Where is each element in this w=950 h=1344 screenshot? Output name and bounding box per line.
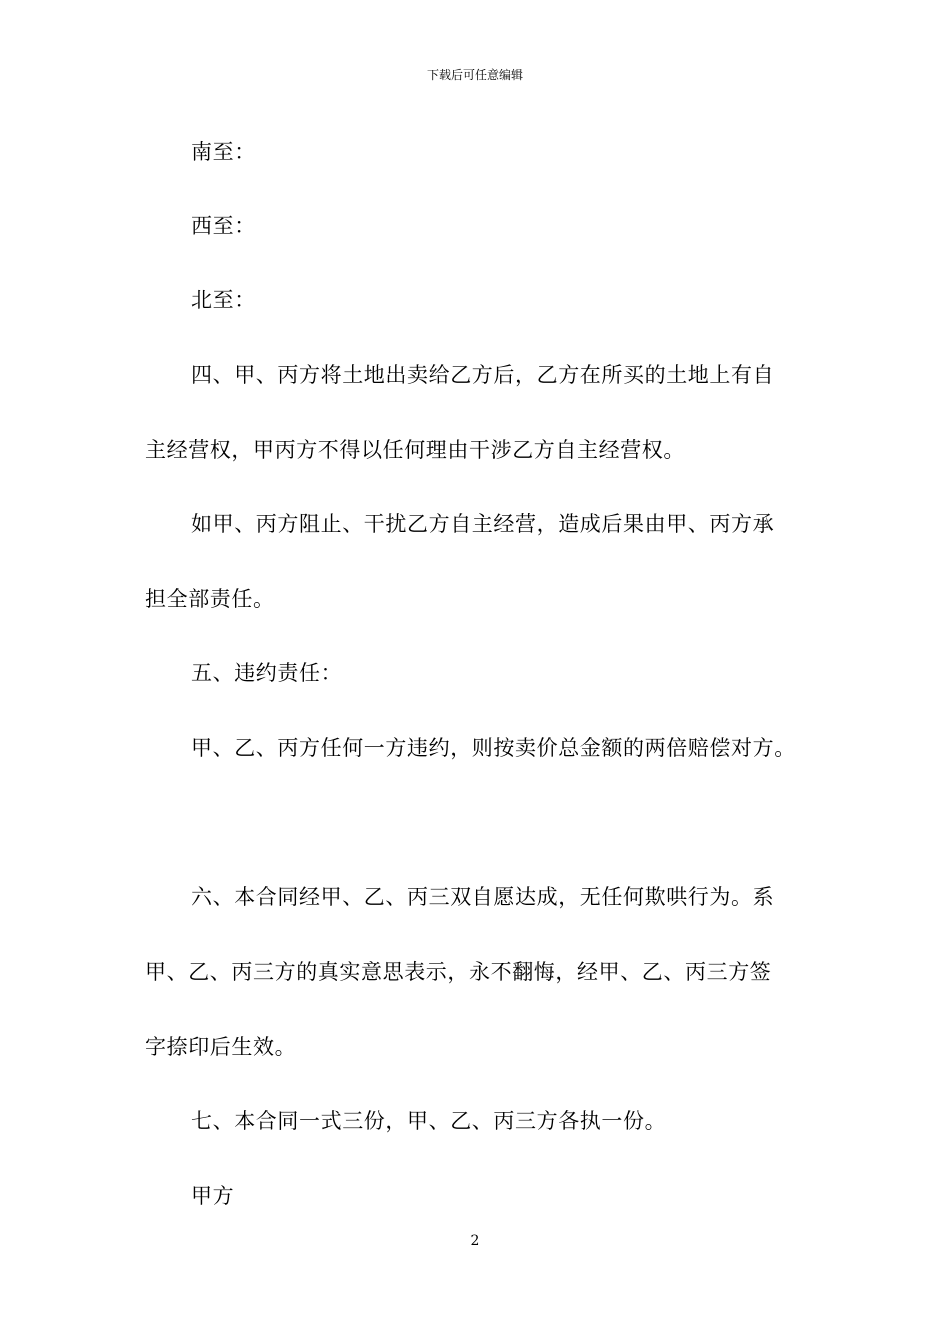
clause-5-heading: 五、违约责任： — [191, 661, 343, 685]
page-header: 下载后可任意编辑 — [426, 68, 523, 82]
boundary-north: 北至： — [191, 288, 256, 312]
boundary-west: 西至： — [191, 214, 256, 238]
clause-5-text: 甲、乙、丙方任何一方违约，则按卖价总金额的两倍赔偿对方。 — [191, 736, 796, 760]
clause-4-line-2: 主经营权，甲丙方不得以任何理由干涉乙方自主经营权。 — [145, 438, 685, 462]
clause-4-para-2-line-2: 担全部责任。 — [145, 587, 275, 611]
clause-4-line-1: 四、甲、丙方将土地出卖给乙方后，乙方在所买的土地上有自 — [191, 363, 775, 387]
clause-7-text: 七、本合同一式三份，甲、乙、丙三方各执一份。 — [191, 1109, 667, 1133]
clause-4-para-2-line-1: 如甲、丙方阻止、干扰乙方自主经营，造成后果由甲、丙方承 — [191, 512, 775, 536]
clause-6-line-3: 字捺印后生效。 — [145, 1035, 297, 1059]
clause-6-line-1: 六、本合同经甲、乙、丙三双自愿达成，无任何欺哄行为。系 — [191, 885, 775, 909]
boundary-south: 南至： — [191, 140, 256, 164]
clause-6-line-2: 甲、乙、丙三方的真实意思表示，永不翻悔，经甲、乙、丙三方签 — [145, 960, 772, 984]
party-a-label: 甲方 — [191, 1184, 235, 1208]
page-number: 2 — [470, 1233, 480, 1249]
